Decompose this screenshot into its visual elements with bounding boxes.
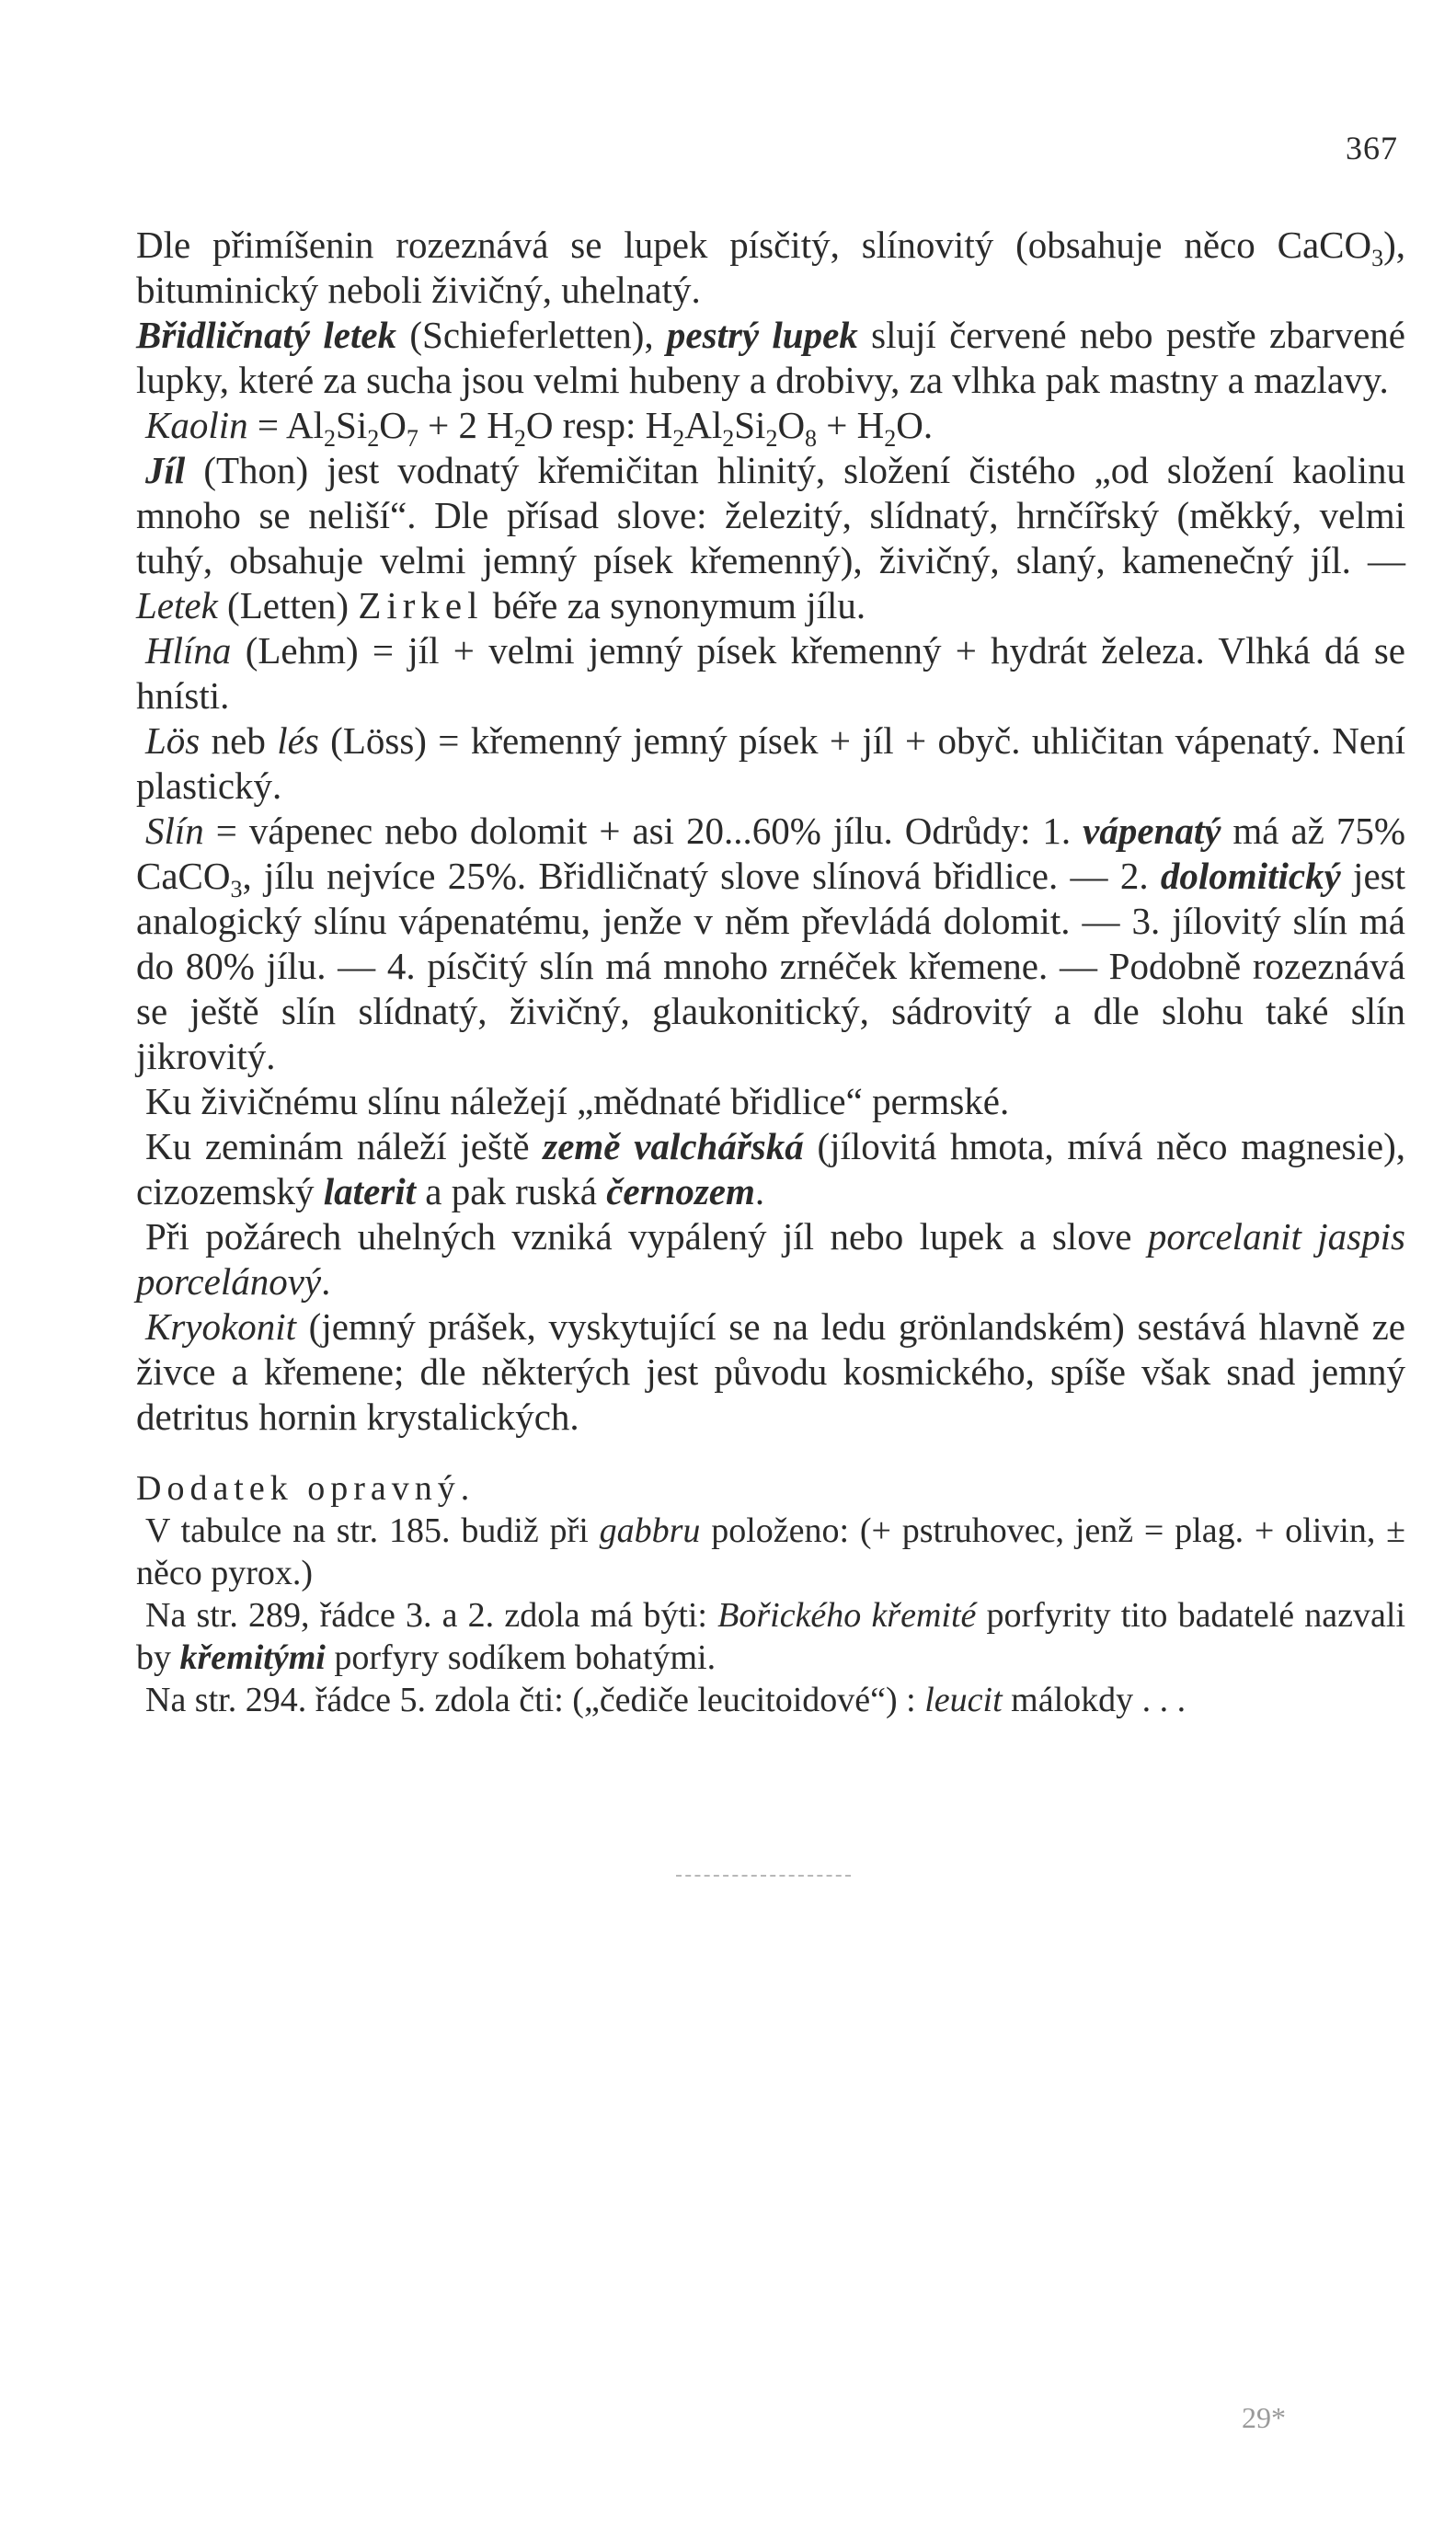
text: slují červené nebo pestře zbarvené lupky, které za sucha jsou velmi hubeny a drobivy, za vlhka pak mastny a mazlavy. <box>136 314 1405 401</box>
text: (Letten) <box>217 584 359 626</box>
paragraph-medinate-bridlice <box>136 1079 1405 1124</box>
formula-part: O <box>777 404 806 446</box>
term: pestrý lupek <box>666 314 858 356</box>
term: Lös <box>145 719 201 762</box>
text: málokdy . . . <box>1002 1681 1187 1719</box>
term: dolomitický <box>1160 855 1341 897</box>
text: (Löss) = křemenný jemný písek + jíl + obyč. uhličitan vápenatý. Není plastický. <box>136 719 1405 807</box>
printer-signature-mark: 29* <box>1242 2401 1286 2434</box>
text: (Lehm) = jíl + velmi jemný písek křemenný + hydrát železa. Vlhká dá se hnísti. <box>136 629 1405 717</box>
appendix-correction-2 <box>136 1594 1405 1679</box>
text: (Thon) jest vodnatý křemičitan hlinitý, složení čistého „od složení kaolinu mnoho se neliší“. Dle přísad slove: železitý, slídnatý, hrnčířský (měkký, velmi tuhý, obsahuje velmi jemný písek křemenný), živičný, slaný, kamenečný jíl. — <box>136 449 1405 581</box>
term: země valchářská <box>543 1125 804 1167</box>
subscript: 3 <box>230 876 243 903</box>
formula-part: = Al <box>247 404 325 446</box>
term: lés <box>277 719 319 762</box>
term: černozem <box>606 1170 755 1212</box>
section-divider <box>676 1875 851 1877</box>
formula-part: Si <box>336 404 368 446</box>
paragraph-slin <box>136 809 1405 1079</box>
term: vápenatý <box>1083 810 1221 852</box>
text: Při požárech uhelných vzniká vypálený jíl nebo lupek a slove <box>145 1215 1148 1258</box>
text: (Schieferletten), <box>396 314 667 356</box>
term: leucit <box>924 1681 1003 1719</box>
text: Na str. 294. řádce 5. zdola čti: („čediče leucitoidové“) : <box>145 1681 925 1719</box>
paragraph-kaolin-formula <box>136 403 1405 453</box>
term: Břidličnatý letek <box>136 314 397 356</box>
term: Kaolin <box>145 404 248 446</box>
text: (jílovitá hmota, mívá něco magnesie), cizozemský <box>136 1125 1405 1212</box>
text: V tabulce na str. 185. budiž při <box>145 1511 600 1550</box>
text: porfyrity tito badatelé nazvali by <box>136 1596 1406 1677</box>
text: neb <box>200 719 278 762</box>
text: má až 75% CaCO <box>136 810 1405 897</box>
author-name: Zirkel <box>358 584 484 626</box>
text: Dle přimíšenin rozeznává se lupek písčitý, slínovitý (obsahuje něco CaCO <box>136 224 1372 266</box>
page-body <box>136 223 1405 1721</box>
text: = vápenec nebo dolomit + asi 20...60% jílu. Odrůdy: 1. <box>203 810 1083 852</box>
subscript: 3 <box>1371 245 1384 272</box>
text: béře za synonymum jílu. <box>483 584 866 626</box>
text: (jemný prášek, vyskytující se na ledu grönlandském) sestává hlavně ze živce a křemene; dle některých jest původu kosmického, spíše však snad jemný detritus hornin krystalických. <box>136 1305 1405 1438</box>
term: Kryokonit <box>145 1305 296 1348</box>
appendix-correction-3 <box>136 1679 1405 1721</box>
term: křemitými <box>179 1638 326 1677</box>
formula-part: O resp: H <box>525 404 673 446</box>
term: Letek <box>136 584 218 626</box>
term: Slín <box>145 810 204 852</box>
subscript: 2 <box>722 425 735 453</box>
text: jest analogický slínu vápenatému, jenže v něm převládá dolomit. — 3. jílovitý slín má do 80% jílu. — 4. písčitý slín má mnoho zrnéček křemene. — Podobně rozeznává se ještě slín slídnatý, živičný, glaukonitický, sádrovitý a dle slohu také slín jikrovitý. <box>136 855 1405 1077</box>
subscript: 8 <box>805 425 818 453</box>
text: , jílu nejvíce 25%. Břidličnatý slove slínová břidlice. — 2. <box>242 855 1161 897</box>
text: . <box>754 1170 765 1212</box>
subscript: 2 <box>884 425 897 453</box>
formula-part: + 2 H <box>418 404 514 446</box>
paragraph-hlina <box>136 628 1405 718</box>
paragraph-zeminy <box>136 1124 1405 1214</box>
subscript: 2 <box>367 425 380 453</box>
formula-part: Al <box>684 404 723 446</box>
page-number: 367 <box>1346 130 1398 167</box>
text: porfyry sodíkem bohatými. <box>325 1638 717 1677</box>
formula-part: O. <box>896 404 934 446</box>
text: Ku zeminám náleží ještě <box>145 1125 544 1167</box>
subscript: 2 <box>672 425 685 453</box>
term: Hlína <box>145 629 232 672</box>
formula-part: + H <box>817 404 885 446</box>
subscript: 2 <box>324 425 337 453</box>
text: a pak ruská <box>416 1170 607 1212</box>
paragraph-los <box>136 718 1405 809</box>
formula-part: O <box>379 404 407 446</box>
appendix-correction-1 <box>136 1510 1405 1594</box>
formula-part: Si <box>734 404 766 446</box>
term: gabbru <box>599 1511 701 1550</box>
text: Na str. 289, řádce 3. a 2. zdola má býti: <box>145 1596 718 1635</box>
subscript: 2 <box>513 425 526 453</box>
subscript: 7 <box>406 425 418 453</box>
term: laterit <box>323 1170 416 1212</box>
text: Ku živičnému slínu náležejí „mědnaté břidlice“ permské. <box>145 1080 1010 1122</box>
paragraph-slate-letek <box>136 313 1405 403</box>
text: ), bituminický neboli živičný, uhelnatý. <box>136 224 1405 311</box>
term: Bořického křemité <box>717 1596 977 1635</box>
text: položeno: (+ pstruhovec, jenž = plag. + olivin, ± něco pyrox.) <box>136 1511 1405 1592</box>
text: . <box>321 1260 331 1303</box>
appendix-heading: Dodatek opravný. <box>136 1469 476 1508</box>
term: porcelanit jaspis porcelánový <box>136 1215 1405 1303</box>
paragraph-porcelanit <box>136 1214 1405 1304</box>
paragraph-jil <box>136 448 1405 628</box>
term: Jíl <box>145 449 186 491</box>
subscript: 2 <box>765 425 778 453</box>
paragraph-kryokonit <box>136 1304 1405 1440</box>
paragraph-lupek-admixtures <box>136 223 1405 313</box>
